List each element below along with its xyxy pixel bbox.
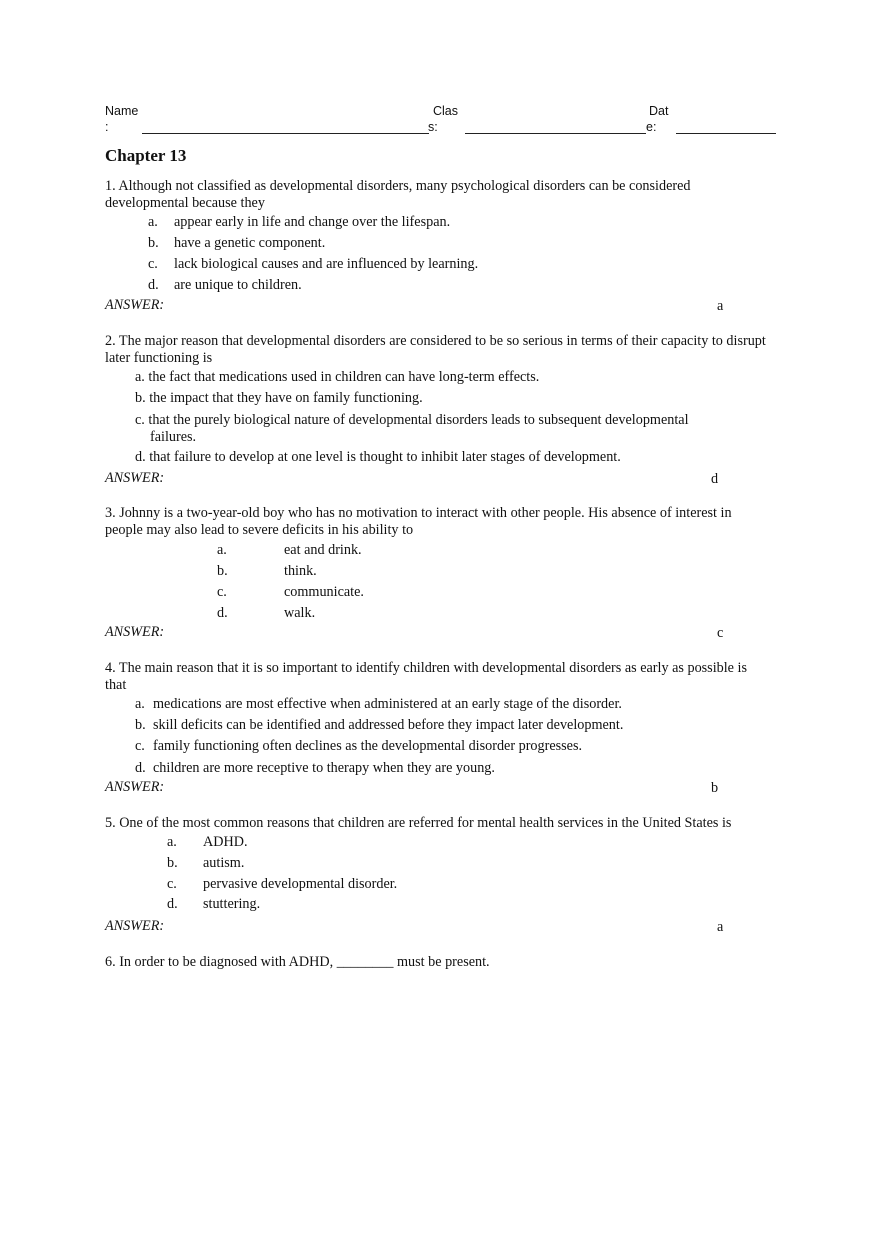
name-field-line[interactable]: [142, 133, 429, 134]
date-label-suffix: e:: [646, 120, 657, 134]
q1-answer-label: ANSWER:: [105, 297, 165, 313]
date-label: Dat: [649, 104, 669, 118]
class-label-suffix: s:: [428, 120, 438, 134]
date-field-line[interactable]: [676, 133, 776, 134]
question-4-stem: 4. The main reason that it is so important to identify children with developmental disorders as early as possible is that: [105, 660, 747, 693]
q2-option-c-continued: failures.: [150, 429, 197, 445]
q2-option-d: d. that failure to develop at one level is thought to inhibit later stages of development.: [135, 449, 621, 465]
q1-option-a-letter: a.: [148, 214, 158, 230]
q4-option-c-letter: c.: [135, 738, 145, 754]
q2-option-c: c. that the purely biological nature of developmental disorders leads to subsequent developmental: [135, 412, 689, 428]
q3-option-d: walk.: [284, 605, 316, 621]
q6-stem-start: 6. In order to be diagnosed with ADHD,: [105, 954, 337, 970]
q3-answer-label: ANSWER:: [105, 624, 165, 640]
q1-option-d: are unique to children.: [174, 277, 302, 293]
q1-option-d-letter: d.: [148, 277, 159, 293]
question-3-stem: 3. Johnny is a two-year-old boy who has no motivation to interact with other people. His absence of interest in people may also lead to severe deficits in his ability to: [105, 505, 732, 538]
q4-answer-value: b: [711, 780, 719, 796]
q3-answer-value: c: [717, 625, 724, 641]
question-6-stem: [105, 954, 770, 971]
q3-option-c: communicate.: [284, 584, 364, 600]
q5-answer-label: ANSWER:: [105, 918, 165, 934]
q4-option-b-letter: b.: [135, 717, 146, 733]
q3-option-a-letter: a.: [217, 542, 227, 558]
q5-option-b: autism.: [203, 855, 245, 871]
q4-option-c: family functioning often declines as the developmental disorder progresses.: [153, 738, 583, 754]
q4-option-d: children are more receptive to therapy when they are young.: [153, 760, 495, 776]
q2-option-b: b. the impact that they have on family functioning.: [135, 390, 423, 406]
q5-answer-value: a: [717, 919, 724, 935]
q4-option-d-letter: d.: [135, 760, 146, 776]
q5-option-c-letter: c.: [167, 876, 177, 892]
q4-answer-label: ANSWER:: [105, 779, 165, 795]
q1-option-c-letter: c.: [148, 256, 158, 272]
question-1-stem: 1. Although not classified as developmental disorders, many psychological disorders can be considered developmental because they: [105, 178, 691, 211]
q5-option-d: stuttering.: [203, 896, 261, 912]
q1-answer-value: a: [717, 298, 724, 314]
q1-option-a: appear early in life and change over the lifespan.: [174, 214, 451, 230]
q2-answer-label: ANSWER:: [105, 470, 165, 486]
class-field-line[interactable]: [465, 133, 646, 134]
q5-option-a: ADHD.: [203, 834, 248, 850]
q4-option-a: medications are most effective when administered at an early stage of the disorder.: [153, 696, 622, 712]
q3-option-b-letter: b.: [217, 563, 228, 579]
q5-option-c: pervasive developmental disorder.: [203, 876, 398, 892]
q4-option-a-letter: a.: [135, 696, 145, 712]
q5-option-b-letter: b.: [167, 855, 178, 871]
q1-option-b-letter: b.: [148, 235, 159, 251]
question-2-stem: 2. The major reason that developmental disorders are considered to be so serious in terms of their capacity to disrupt later functioning is: [105, 333, 766, 366]
q6-stem-end: must be present.: [393, 954, 490, 970]
q4-option-b: skill deficits can be identified and addressed before they impact later development.: [153, 717, 624, 733]
q3-option-a: eat and drink.: [284, 542, 362, 558]
q5-option-d-letter: d.: [167, 896, 178, 912]
q2-answer-value: d: [711, 471, 719, 487]
q5-option-a-letter: a.: [167, 834, 177, 850]
q1-option-c: lack biological causes and are influenced by learning.: [174, 256, 479, 272]
name-label-colon: :: [105, 120, 109, 134]
question-5-stem: 5. One of the most common reasons that children are referred for mental health services in the United States is: [105, 815, 732, 831]
chapter-title: Chapter 13: [105, 146, 187, 165]
q3-option-d-letter: d.: [217, 605, 228, 621]
class-label: Clas: [433, 104, 459, 118]
q2-option-a: a. the fact that medications used in children can have long-term effects.: [135, 369, 540, 385]
q3-option-c-letter: c.: [217, 584, 227, 600]
q1-option-b: have a genetic component.: [174, 235, 326, 251]
q3-option-b: think.: [284, 563, 317, 579]
q6-blank[interactable]: ________: [336, 954, 394, 970]
name-label: Name: [105, 104, 139, 118]
